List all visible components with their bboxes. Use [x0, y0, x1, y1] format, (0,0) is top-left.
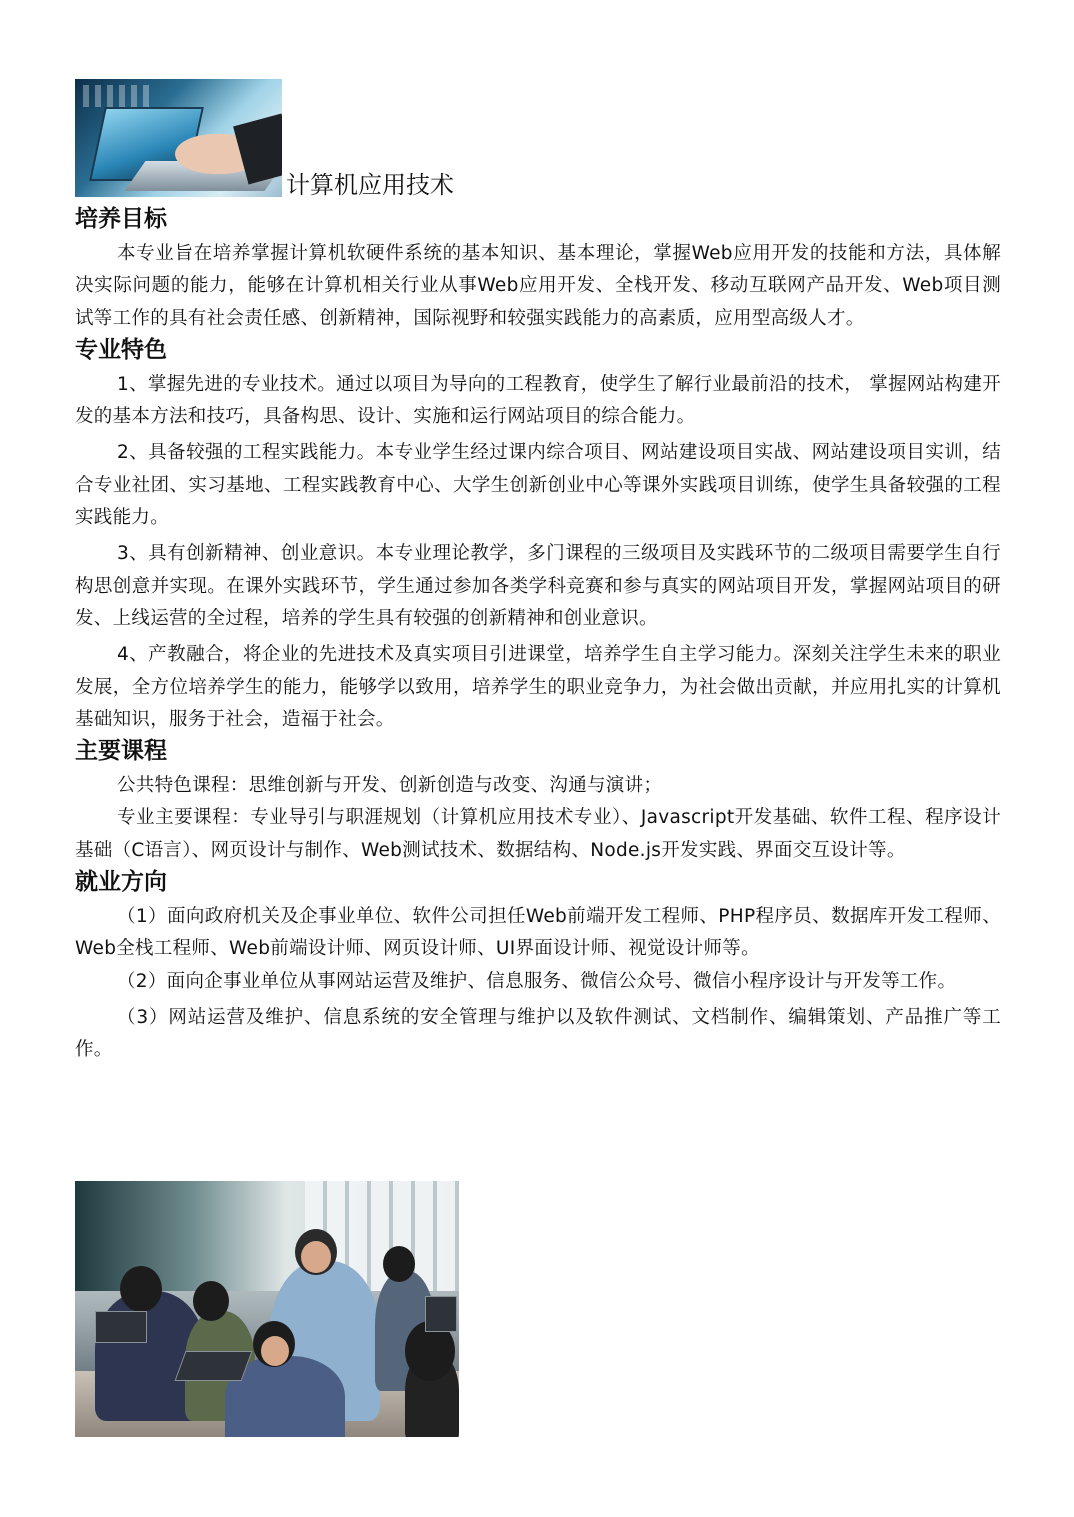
courses-paragraph-public: 公共特色课程：思维创新与开发、创新创造与改变、沟通与演讲； — [117, 775, 663, 797]
section-heading-features: 专业特色 — [75, 336, 167, 363]
feature-paragraph-1: 1、掌握先进的专业技术。通过以项目为导向的工程教育，使学生了解行业最前沿的技术， 掌握网站构建开发的基本方法和技巧，具备构思、设计、实施和运行网站项目的综合能力。 — [75, 373, 1001, 428]
feature-paragraph-3: 3、具有创新精神、创业意识。本专业理论教学，多门课程的三级项目及实践环节的二级项目需要学生自行构思创意并实现。在课外实践环节，学生通过参加各类学科竞赛和参与真实的网站项目开发，掌握网站项目的研发、上线运营的全过程，培养的学生具有较强的创新精神和创业意识。 — [75, 543, 1001, 629]
career-paragraph-3: （3）网站运营及维护、信息系统的安全管理与维护以及软件测试、文档制作、编辑策划、产品推广等工作。 — [75, 1006, 1001, 1061]
classroom-photo — [75, 1181, 459, 1437]
section-heading-careers: 就业方向 — [75, 869, 167, 896]
courses-paragraph-major: 专业主要课程：专业导引与职涯规划（计算机应用技术专业）、Javascript开发基础、软件工程、程序设计基础（C语言）、网页设计与制作、Web测试技术、数据结构、Node.js开发实践、界面交互设计等。 — [75, 807, 1001, 861]
career-paragraph-2: （2）面向企事业单位从事网站运营及维护、信息服务、微信公众号、微信小程序设计与开发等工作。 — [117, 970, 957, 992]
major-title: 计算机应用技术 — [286, 171, 454, 199]
feature-paragraph-4: 4、产教融合，将企业的先进技术及真实项目引进课堂，培养学生自主学习能力。深刻关注学生未来的职业发展，全方位培养学生的能力，能够学以致用，培养学生的职业竞争力，为社会做出贡献，并应用扎实的计算机基础知识，服务于社会，造福于社会。 — [75, 644, 1001, 730]
header-row — [75, 77, 454, 197]
document-content — [75, 204, 1001, 1067]
goal-paragraph: 本专业旨在培养掌握计算机软硬件系统的基本知识、基本理论，掌握Web应用开发的技能和方法，具体解决实际问题的能力，能够在计算机相关行业从事Web应用开发、全栈开发、移动互联网产品开发、Web项目测试等工作的具有社会责任感、创新精神，国际视野和较强实践能力的高素质，应用型高级人才。 — [75, 243, 1001, 329]
feature-paragraph-2: 2、具备较强的工程实践能力。本专业学生经过课内综合项目、网站建设项目实战、网站建设项目实训，结合专业社团、实习基地、工程实践教育中心、大学生创新创业中心等课外实践项目训练，使学生具备较强的工程实践能力。 — [75, 442, 1001, 529]
section-heading-courses: 主要课程 — [75, 738, 167, 765]
career-paragraph-1: （1）面向政府机关及企事业单位、软件公司担任Web前端开发工程师、PHP程序员、数据库开发工程师、Web全栈工程师、Web前端设计师、网页设计师、UI界面设计师、视觉设计师等。 — [75, 906, 1001, 960]
hero-image-laptop-typing — [75, 79, 282, 197]
section-heading-goal: 培养目标 — [75, 206, 167, 232]
